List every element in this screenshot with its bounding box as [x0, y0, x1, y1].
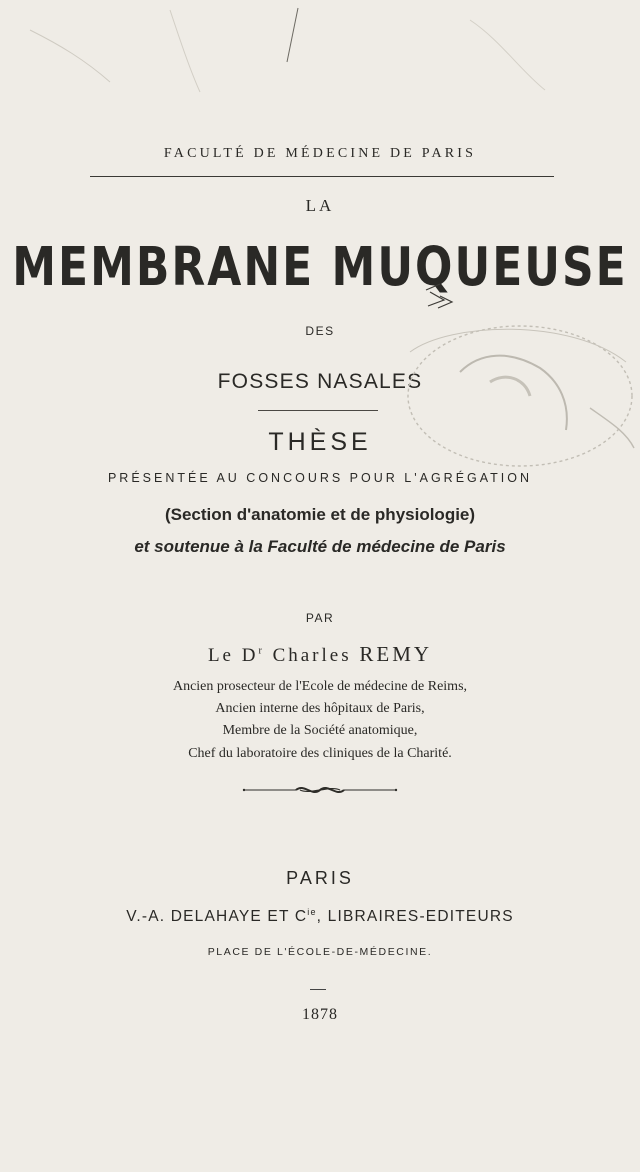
- presentation-line: PRÉSENTÉE AU CONCOURS POUR L'AGRÉGATION: [107, 471, 533, 485]
- city: PARIS: [286, 868, 354, 888]
- main-title: MEMBRANE MUQUEUSE: [12, 236, 628, 299]
- title-article: LA: [305, 196, 335, 215]
- top-divider: [90, 176, 554, 177]
- credential-line: Ancien prosecteur de l'Ecole de médecine de Reims,: [172, 679, 468, 694]
- credential-line: Membre de la Société anatomique,: [222, 723, 418, 738]
- publisher-name: V.-A. DELAHAYE ET C: [126, 908, 308, 926]
- defense-line: et soutenue à la Faculté de médecine de Paris: [134, 537, 506, 556]
- subtitle: FOSSES NASALES: [217, 370, 423, 393]
- author-name: [0, 642, 640, 667]
- publisher-address: PLACE DE L'ÉCOLE-DE-MÉDECINE.: [207, 946, 433, 958]
- author-surname: REMY: [359, 642, 433, 666]
- title-des: DES: [305, 324, 335, 338]
- author-prefix-sup: r: [258, 645, 265, 657]
- author-given-name: Charles: [272, 645, 352, 666]
- small-divider: [310, 989, 326, 990]
- publisher-sup: ie: [307, 907, 317, 917]
- credential-line: Ancien interne des hôpitaux de Paris,: [215, 701, 425, 716]
- par-label: PAR: [305, 611, 335, 625]
- publisher-suffix: , LIBRAIRES-EDITEURS: [316, 908, 514, 926]
- ornament-divider-icon: [240, 781, 400, 799]
- publisher: [0, 907, 640, 926]
- author-prefix: Le D: [207, 645, 259, 666]
- credential-line: Chef du laboratoire des cliniques de la Charité.: [188, 746, 452, 761]
- pencil-marks-icon: [0, 0, 640, 140]
- middle-divider: [258, 410, 378, 411]
- section-line: (Section d'anatomie et de physiologie): [164, 505, 476, 524]
- faculty-name: FACULTÉ DE MÉDECINE DE PARIS: [163, 146, 477, 161]
- these-heading: THÈSE: [268, 428, 372, 456]
- publication-year: 1878: [302, 1006, 338, 1023]
